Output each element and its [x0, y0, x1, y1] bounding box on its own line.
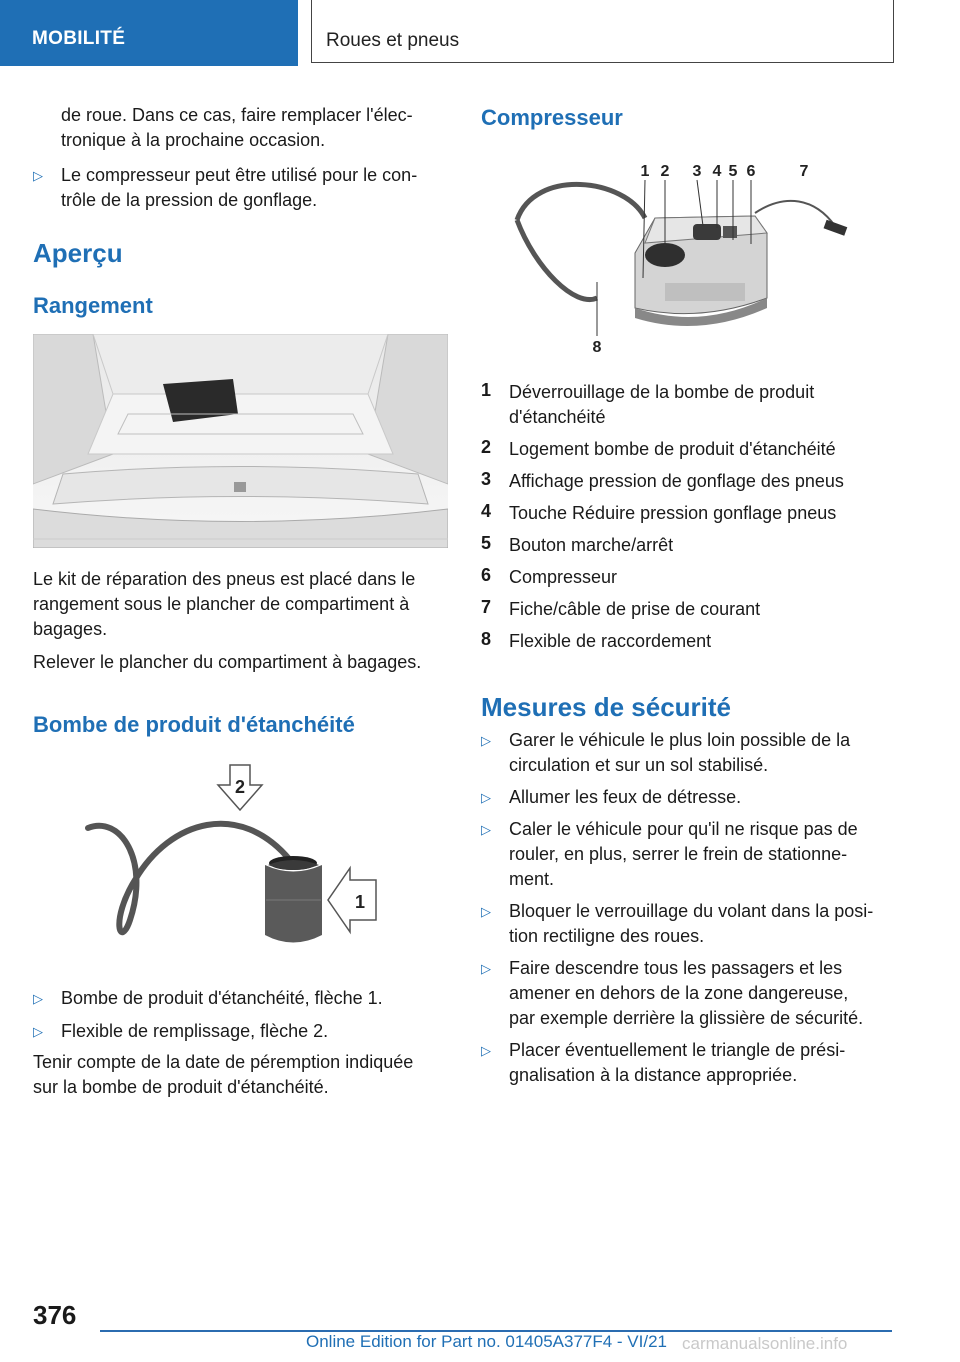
fig-label-5: 5 — [728, 163, 738, 180]
legend-number: 3 — [481, 469, 492, 489]
header-title: Roues et pneus — [326, 30, 460, 51]
legend-text: Flexible de raccordement — [509, 631, 712, 651]
legend-number: 4 — [481, 501, 492, 521]
legend-text: Bouton marche/arrêt — [509, 535, 674, 555]
legend-text: Fiche/câble de prise de courant — [509, 599, 761, 619]
legend-number: 2 — [481, 437, 492, 457]
fig-label-1: 1 — [640, 163, 650, 180]
fig-label-7: 7 — [799, 163, 809, 180]
fig-label-2: 2 — [660, 163, 670, 180]
legend-text: Touche Réduire pression gonflage pneus — [509, 503, 837, 523]
triangle-bullet-icon: ▷ — [481, 961, 491, 976]
page-number: 376 — [33, 1300, 77, 1330]
legend-number: 6 — [481, 565, 492, 585]
continuation-text: de roue. Dans ce cas, faire remplacer l'élec- tronique à la prochaine occasion. — [61, 105, 413, 150]
header-title-box — [311, 0, 894, 63]
triangle-bullet-icon: ▷ — [481, 904, 491, 919]
fig-arrow-label-2: 2 — [234, 777, 246, 797]
trunk-storage-illustration — [33, 334, 448, 548]
triangle-bullet-icon: ▷ — [33, 1024, 43, 1039]
footer-edition: Online Edition for Part no. 01405A377F4 - VI/21 — [306, 1332, 668, 1351]
triangle-bullet-icon: ▷ — [481, 1043, 491, 1058]
watermark: carmanualsonline.info — [682, 1334, 848, 1353]
fig-label-3: 3 — [692, 163, 702, 180]
legend-text: Compresseur — [509, 567, 618, 587]
fig-label-4: 4 — [712, 163, 722, 180]
triangle-bullet-icon: ▷ — [33, 168, 43, 183]
legend-text: Déverrouillage de la bombe de produit d'étanchéité — [509, 382, 815, 427]
legend-text: Affichage pression de gonflage des pneus — [509, 471, 844, 491]
heading-compresseur: Compresseur — [481, 105, 623, 130]
sealant-bottle-illustration — [80, 760, 390, 955]
fig-label-8: 8 — [592, 339, 602, 356]
header-section-label: MOBILITÉ — [32, 28, 126, 49]
rangement-text-1: Le kit de réparation des pneus est placé dans le rangement sous le plancher de compartiment à bagages. — [33, 569, 416, 639]
heading-bombe: Bombe de produit d'étanchéité — [33, 712, 355, 737]
triangle-bullet-icon: ▷ — [481, 790, 491, 805]
heading-apercu: Aperçu — [33, 238, 123, 268]
heading-mesures: Mesures de sécurité — [481, 692, 732, 722]
legend-number: 8 — [481, 629, 492, 649]
rangement-text-2: Relever le plancher du compartiment à bagages. — [33, 652, 422, 672]
legend-text: Logement bombe de produit d'étanchéité — [509, 439, 836, 459]
triangle-bullet-icon: ▷ — [481, 822, 491, 837]
fig-arrow-label-1: 1 — [354, 892, 366, 912]
heading-rangement: Rangement — [33, 293, 153, 318]
legend-number: 1 — [481, 380, 492, 400]
triangle-bullet-icon: ▷ — [481, 733, 491, 748]
legend-number: 5 — [481, 533, 492, 553]
compressor-illustration — [505, 158, 850, 356]
triangle-bullet-icon: ▷ — [33, 991, 43, 1006]
header-section-tab — [0, 0, 298, 66]
bombe-text: Tenir compte de la date de péremption indiquée sur la bombe de produit d'étanchéité. — [33, 1052, 414, 1097]
legend-number: 7 — [481, 597, 492, 617]
fig-label-6: 6 — [746, 163, 756, 180]
